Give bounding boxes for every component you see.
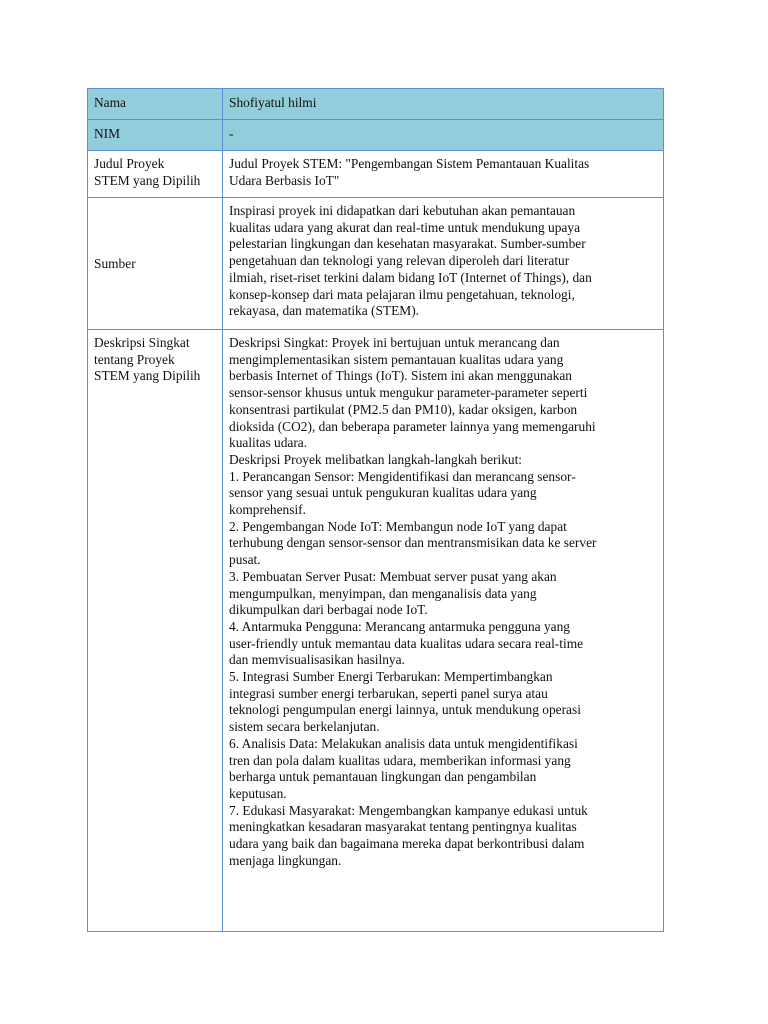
value-sumber-line: rekayasa, dan matematika (STEM). <box>229 303 419 319</box>
value-deskripsi-line: dikumpulkan dari berbagai node IoT. <box>229 602 428 618</box>
table-row-judul <box>88 151 664 198</box>
value-nama: Shofiyatul hilmi <box>223 89 664 120</box>
table-row-nama <box>88 89 664 120</box>
label-nama: Nama <box>88 89 223 120</box>
value-deskripsi-line: menjaga lingkungan. <box>229 852 342 868</box>
value-deskripsi-line: 3. Pembuatan Server Pusat: Membuat server pusat yang akan <box>229 568 557 584</box>
value-deskripsi-line: 2. Pengembangan Node IoT: Membangun node IoT yang dapat <box>229 518 567 534</box>
value-deskripsi-line: pusat. <box>229 552 261 568</box>
value-deskripsi-line: komprehensif. <box>229 502 306 518</box>
label-nim: NIM <box>88 120 223 151</box>
label-deskripsi <box>88 330 223 932</box>
label-judul-line: STEM yang Dipilih <box>94 172 201 188</box>
value-deskripsi-line: tren dan pola dalam kualitas udara, memberikan informasi yang <box>229 752 571 768</box>
value-deskripsi-line: berbasis Internet of Things (IoT). Sistem ini akan menggunakan <box>229 368 572 384</box>
value-deskripsi-line: konsentrasi partikulat (PM2.5 dan PM10), kadar oksigen, karbon <box>229 401 578 417</box>
project-info-table <box>87 88 664 932</box>
value-deskripsi-line: keputusan. <box>229 785 287 801</box>
table-row-deskripsi <box>88 330 664 932</box>
table-row-nim <box>88 120 664 151</box>
value-judul-line: Judul Proyek STEM: "Pengembangan Sistem Pemantauan Kualitas <box>229 156 590 171</box>
value-sumber-line: ilmiah, riset-riset terkini dalam bidang IoT (Internet of Things), dan <box>229 269 592 285</box>
value-deskripsi-line: mengumpulkan, menyimpan, dan menganalisis data yang <box>229 585 537 601</box>
label-judul <box>88 151 223 198</box>
value-deskripsi-line: meningkatkan kesadaran masyarakat tentang pentingnya kualitas <box>229 819 577 835</box>
value-sumber-line: pengetahuan dan teknologi yang relevan diperoleh dari literatur <box>229 253 570 269</box>
value-deskripsi-line: dan memvisualisasikan hasilnya. <box>229 652 405 668</box>
document-page <box>87 88 663 932</box>
value-deskripsi-line: 1. Perancangan Sensor: Mengidentifikasi dan merancang sensor- <box>229 468 576 484</box>
value-deskripsi <box>223 330 664 932</box>
value-sumber-line: pelestarian lingkungan dan kesehatan masyarakat. Sumber-sumber <box>229 236 586 252</box>
value-deskripsi-line: sensor yang sesuai untuk pengukuran kualitas udara yang <box>229 485 537 501</box>
value-deskripsi-line: teknologi pengumpulan energi lainnya, untuk mendukung operasi <box>229 702 581 718</box>
value-deskripsi-line: user-friendly untuk memantau data kualitas udara secara real-time <box>229 635 584 651</box>
value-judul-line: Udara Berbasis IoT" <box>229 172 340 188</box>
label-judul-line: Judul Proyek <box>94 156 165 171</box>
value-deskripsi-line: Deskripsi Proyek melibatkan langkah-langkah berikut: <box>229 451 523 467</box>
label-sumber: Sumber <box>88 198 223 330</box>
value-deskripsi-line: sensor-sensor khusus untuk mengukur parameter-parameter seperti <box>229 385 588 401</box>
value-deskripsi-line: terhubung dengan sensor-sensor dan mentransmisikan data ke server <box>229 535 597 551</box>
value-deskripsi-line: 6. Analisis Data: Melakukan analisis data untuk mengidentifikasi <box>229 735 578 751</box>
value-deskripsi-line: Deskripsi Singkat: Proyek ini bertujuan untuk merancang dan <box>229 335 560 350</box>
value-deskripsi-line: mengimplementasikan sistem pemantauan kualitas udara yang <box>229 351 564 367</box>
value-deskripsi-line: integrasi sumber energi terbarukan, seperti panel surya atau <box>229 685 548 701</box>
value-judul <box>223 151 664 198</box>
table-row-sumber <box>88 198 664 330</box>
value-deskripsi-line: kualitas udara. <box>229 435 308 451</box>
label-deskripsi-line: Deskripsi Singkat <box>94 335 190 350</box>
value-deskripsi-line: udara yang baik dan bagaimana mereka dapat berkontribusi dalam <box>229 836 585 852</box>
value-deskripsi-line: 5. Integrasi Sumber Energi Terbarukan: Mempertimbangkan <box>229 669 553 685</box>
value-sumber-line: kualitas udara yang akurat dan real-time untuk mendukung upaya <box>229 219 581 235</box>
value-deskripsi-line: 4. Antarmuka Pengguna: Merancang antarmuka pengguna yang <box>229 618 570 634</box>
value-sumber-line: konsep-konsep dari mata pelajaran ilmu pengetahuan, teknologi, <box>229 286 575 302</box>
value-deskripsi-line: berharga untuk pemantauan lingkungan dan pengambilan <box>229 769 537 785</box>
value-deskripsi-line: dioksida (CO2), dan beberapa parameter lainnya yang memengaruhi <box>229 418 596 434</box>
value-sumber-line: Inspirasi proyek ini didapatkan dari kebutuhan akan pemantauan <box>229 203 576 218</box>
value-nim: - <box>223 120 664 151</box>
value-deskripsi-line: sistem secara berkelanjutan. <box>229 719 380 735</box>
value-sumber <box>223 198 664 330</box>
value-deskripsi-line: 7. Edukasi Masyarakat: Mengembangkan kampanye edukasi untuk <box>229 802 588 818</box>
label-deskripsi-line: tentang Proyek <box>94 351 175 367</box>
label-deskripsi-line: STEM yang Dipilih <box>94 368 201 384</box>
